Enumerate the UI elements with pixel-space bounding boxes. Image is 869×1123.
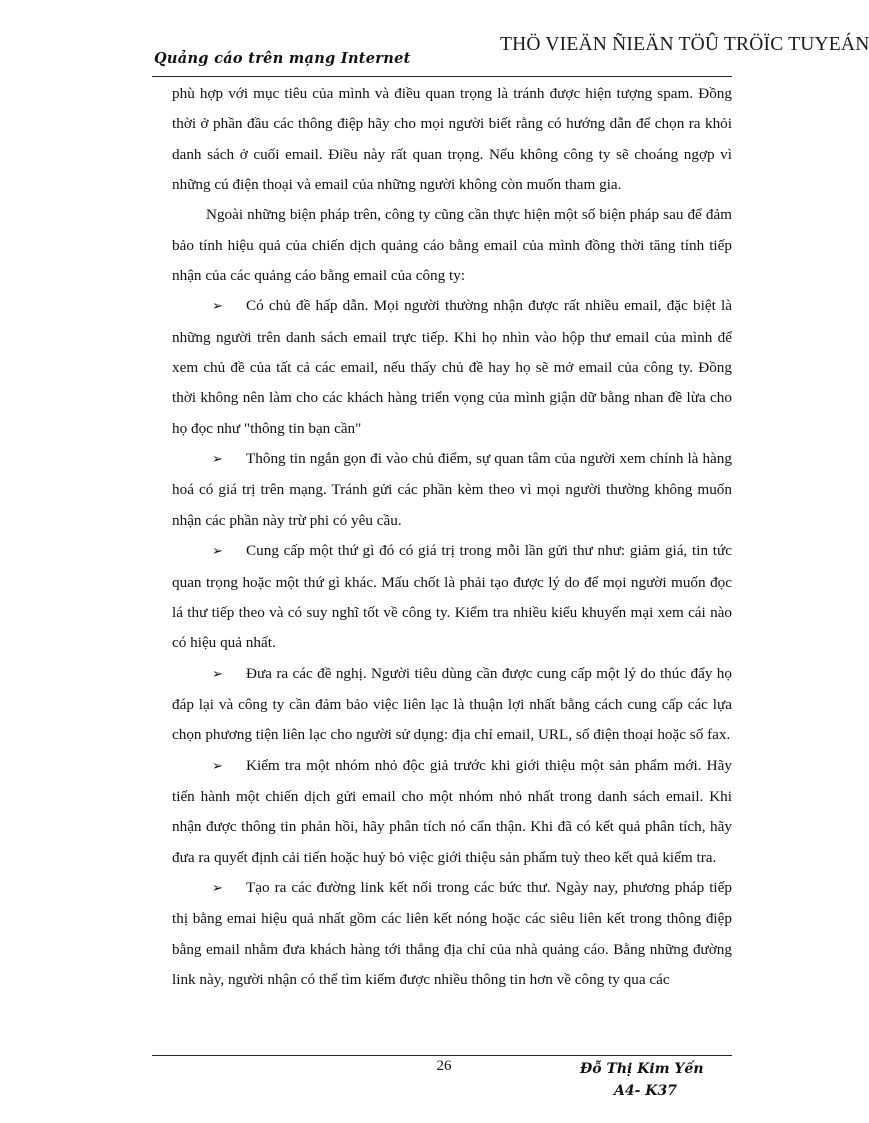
page-number: 26 <box>436 1058 452 1074</box>
bullet-arrow-icon: ➢ <box>212 880 223 896</box>
list-item <box>172 659 732 751</box>
header-divider <box>152 76 732 77</box>
page-body <box>172 79 732 995</box>
list-item <box>172 751 732 873</box>
author-name: Đỗ Thị Kim Yến <box>580 1061 704 1077</box>
bullet-arrow-icon: ➢ <box>212 666 223 682</box>
bullet-arrow-icon: ➢ <box>212 758 223 774</box>
list-item <box>172 291 732 444</box>
document-title: Quảng cáo trên mạng Internet <box>154 50 411 67</box>
footer-divider <box>152 1055 732 1056</box>
paragraph-intro: Ngoài những biện pháp trên, công ty cũng cần thực hiện một số biện pháp sau để đảm bảo tính hiệu quả của chiến dịch quảng cáo bằng email của mình đồng thời tăng tính tiếp nhận của các quảng cáo bằng email của công ty: <box>172 206 732 285</box>
bullet-arrow-icon: ➢ <box>212 299 223 315</box>
list-item-text: Đưa ra các đề nghị. Người tiêu dùng cần được cung cấp một lý do thúc đẩy họ đáp lại và công ty cần đảm bảo việc liên lạc là thuận lợi nhất bằng cách cung cấp các lựa chọn phương tiện liên lạc cho người sử dụng: địa chỉ email, URL, số điện thoại hoặc số fax. <box>172 664 732 744</box>
list-item <box>172 444 732 536</box>
list-item-text: Cung cấp một thứ gì đó có giá trị trong mỗi lần gửi thư như: giảm giá, tin tức quan trọng hoặc một thứ gì khác. Mấu chốt là phải tạo được lý do để mọi người muốn đọc lá thư tiếp theo và có suy nghĩ tốt về công ty. Kiểm tra nhiều kiểu khuyến mại xem cái nào có hiệu quả nhất. <box>172 542 732 652</box>
list-item-text: Thông tin ngắn gọn đi vào chủ điểm, sự quan tâm của người xem chính là hàng hoá có giá trị trên mạng. Tránh gửi các phần kèm theo vì mọi người thường không muốn nhận các phần này trừ phi có yêu cầu. <box>172 450 732 529</box>
watermark-header: THÖ VIEÄN ÑIEÄN TÖÛ TRÖÏC TUYEÁN <box>500 34 869 55</box>
list-item <box>172 536 732 658</box>
class-code: A4- K37 <box>614 1083 677 1099</box>
list-item-text: Có chủ đề hấp dẫn. Mọi người thường nhận được rất nhiều email, đặc biệt là những người trên danh sách email trực tiếp. Khi họ nhìn vào hộp thư email của mình để xem chủ đề của tất cả các email, nếu thấy chủ đề hay họ sẽ mở email của công ty. Đồng thời không nên làm cho các khách hàng triển vọng của mình giận dữ bằng nhan đề lừa cho họ đọc như "thông tin bạn cần" <box>172 297 732 437</box>
bullet-arrow-icon: ➢ <box>212 544 223 560</box>
list-item <box>172 873 732 995</box>
bullet-arrow-icon: ➢ <box>212 452 223 468</box>
list-item-text: Tạo ra các đường link kết nối trong các bức thư. Ngày nay, phương pháp tiếp thị bằng emai hiệu quả nhất gồm các liên kết nóng hoặc các siêu liên kết trong thông điệp bằng email nhằm đưa khách hàng tới thẳng địa chỉ của nhà quảng cáo. Bằng những đường link này, người nhận có thể tìm kiếm được nhiều thông tin hơn về công ty qua các <box>172 878 732 988</box>
paragraph-continuation: phù hợp với mục tiêu của mình và điều quan trọng là tránh được hiện tượng spam. Đồng thời ở phần đầu các thông điệp hãy cho mọi người biết rằng có hướng dẫn để chọn ra khỏi danh sách ở cuối email. Điều này rất quan trọng. Nếu không công ty sẽ choáng ngợp vì những cú điện thoại và email của những người không còn muốn tham gia. <box>172 85 732 194</box>
list-item-text: Kiểm tra một nhóm nhỏ độc giả trước khi giới thiệu một sản phẩm mới. Hãy tiến hành một chiến dịch gửi email cho một nhóm nhỏ nhất trong danh sách email. Khi nhận được thông tin phản hồi, hãy phân tích nó cẩn thận. Khi đã có kết quả phân tích, hãy đưa ra quyết định cải tiến hoặc huỷ bỏ việc giới thiệu sản phẩm tuỳ theo kết quả kiểm tra. <box>172 756 732 866</box>
